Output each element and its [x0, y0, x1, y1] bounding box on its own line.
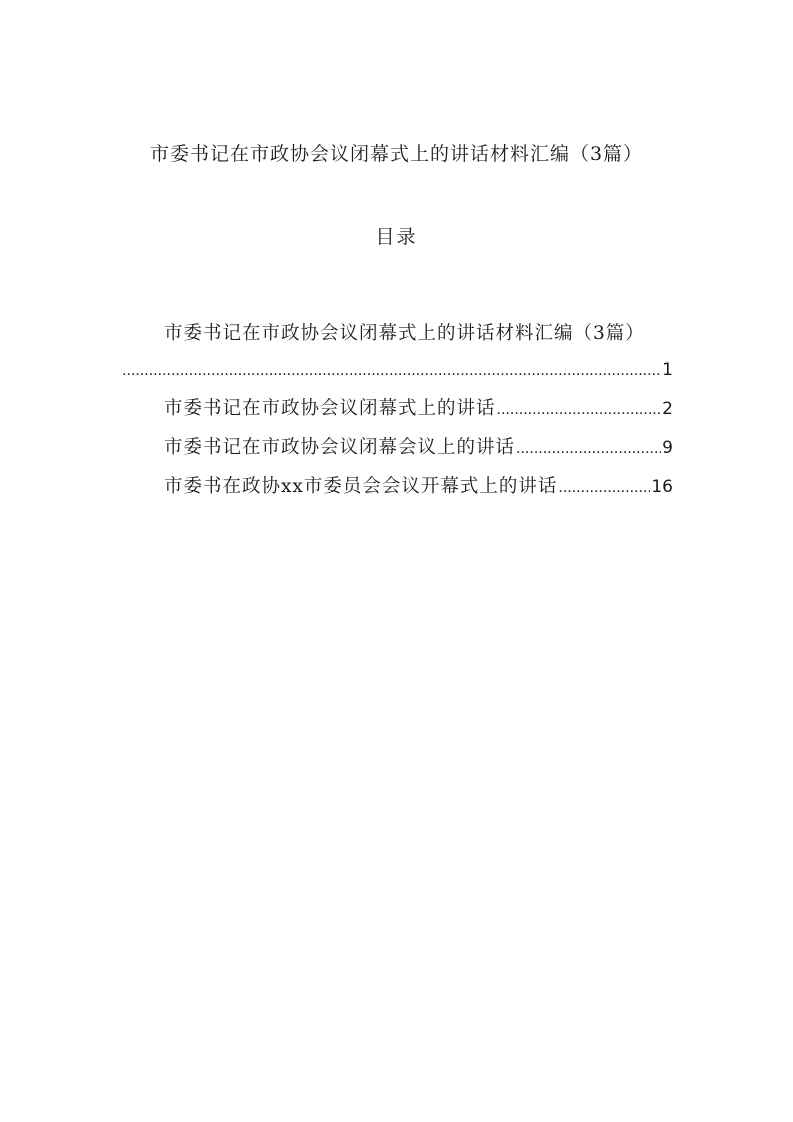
- toc-entry-1[interactable]: [121, 315, 673, 390]
- toc-leader-dots: [558, 470, 650, 507]
- table-of-contents: [121, 315, 673, 507]
- toc-entry-page: 9: [662, 438, 673, 458]
- toc-entry-label: 市委书记在市政协会议闭幕式上的讲话材料汇编（3篇）: [164, 323, 645, 344]
- toc-entry-3[interactable]: [121, 429, 673, 468]
- toc-entry-label: 市委书记在市政协会议闭幕会议上的讲话: [164, 437, 516, 458]
- toc-entry-page: 2: [662, 399, 673, 419]
- toc-leader-dots: [122, 353, 661, 390]
- document-title: 市委书记在市政协会议闭幕式上的讲话材料汇编（3篇）: [149, 143, 644, 165]
- toc-entry-page: 16: [651, 477, 673, 497]
- toc-entry-page: 1: [662, 360, 673, 380]
- toc-heading: 目录: [375, 226, 418, 248]
- toc-leader-dots: [497, 392, 662, 429]
- toc-entry-label: 市委书在政协xx市委员会会议开幕式上的讲话: [164, 476, 558, 497]
- toc-entry-label: 市委书记在市政协会议闭幕式上的讲话: [164, 398, 496, 419]
- toc-leader-dots: [516, 431, 661, 468]
- toc-entry-4[interactable]: [121, 468, 673, 507]
- toc-entry-2[interactable]: [121, 390, 673, 429]
